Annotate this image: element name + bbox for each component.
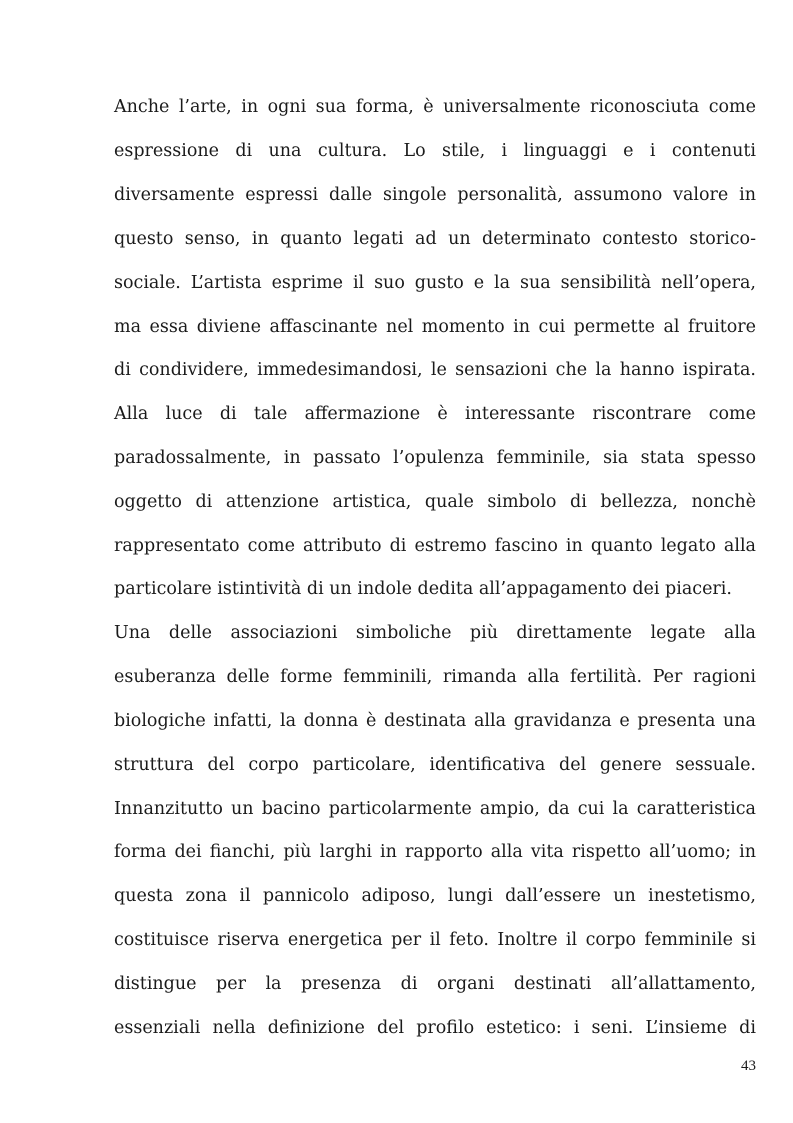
text-line: biologiche infatti, la donna è destinata alla gravidanza e presenta una xyxy=(114,711,756,731)
text-line: questo senso, in quanto legati ad un determinato contesto storico- xyxy=(114,229,756,249)
text-line: di condividere, immedesimandosi, le sensazioni che la hanno ispirata. xyxy=(114,360,756,380)
text-line: Alla luce di tale affermazione è interessante riscontrare come xyxy=(114,404,756,424)
text-line: esuberanza delle forme femminili, rimanda alla fertilità. Per ragioni xyxy=(114,667,756,687)
text-line: oggetto di attenzione artistica, quale simbolo di bellezza, nonchè xyxy=(114,492,756,512)
text-line: rappresentato come attributo di estremo fascino in quanto legato alla xyxy=(114,536,756,556)
text-line: essenziali nella definizione del profilo estetico: i seni. L’insieme di xyxy=(114,1018,756,1038)
text-line: distingue per la presenza di organi destinati all’allattamento, xyxy=(114,974,756,994)
text-line: ma essa diviene affascinante nel momento in cui permette al fruitore xyxy=(114,317,756,337)
text-line: struttura del corpo particolare, identificativa del genere sessuale. xyxy=(114,755,756,775)
text-line: costituisce riserva energetica per il feto. Inoltre il corpo femminile si xyxy=(114,930,756,950)
text-line: particolare istintività di un indole dedita all’appagamento dei piaceri. xyxy=(114,579,732,599)
text-line: paradossalmente, in passato l’opulenza femminile, sia stata spesso xyxy=(114,448,756,468)
text-line: diversamente espressi dalle singole personalità, assumono valore in xyxy=(114,185,756,205)
text-line: Innanzitutto un bacino particolarmente ampio, da cui la caratteristica xyxy=(114,799,756,819)
text-line: Una delle associazioni simboliche più direttamente legate alla xyxy=(114,623,756,643)
text-line: sociale. L’artista esprime il suo gusto e la sua sensibilità nell’opera, xyxy=(114,273,756,293)
text-line: questa zona il pannicolo adiposo, lungi dall’essere un inestetismo, xyxy=(114,886,756,906)
text-line: forma dei fianchi, più larghi in rapporto alla vita rispetto all’uomo; in xyxy=(114,842,756,862)
text-line: espressione di una cultura. Lo stile, i linguaggi e i contenuti xyxy=(114,141,756,161)
text-line: Anche l’arte, in ogni sua forma, è universalmente riconosciuta come xyxy=(114,97,756,117)
page-number: 43 xyxy=(741,1058,756,1074)
